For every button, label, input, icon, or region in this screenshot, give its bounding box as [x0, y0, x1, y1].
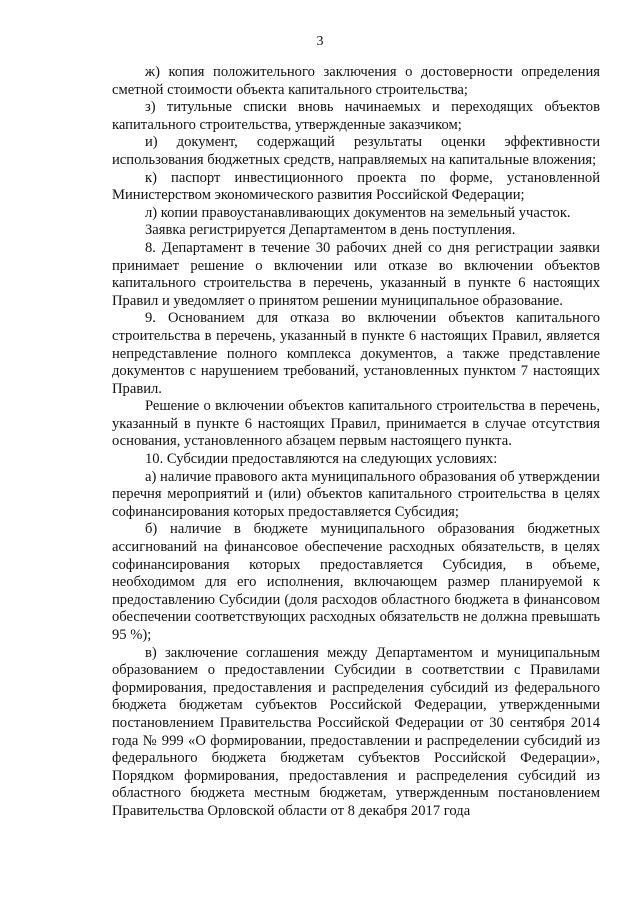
page-number: 3 [316, 34, 324, 49]
paragraph-condition-a: а) наличие правового акта муниципального образования об утверждении перечня мероприятий и (или) объектов капитального строительства в целях софинансирования которых предоставляется Субсидия; [112, 468, 600, 520]
paragraph-item-i: и) документ, содержащий результаты оценки эффективности использования бюджетных средств, направляемых на капитальные вложения; [112, 134, 600, 168]
paragraph-item-k: к) паспорт инвестиционного проекта по форме, установленной Министерством экономического развития Российской Федерации; [112, 169, 600, 204]
paragraph-registration: Заявка регистрируется Департаментом в день поступления. [145, 222, 516, 239]
paragraph-item-l: л) копии правоустанавливающих документов на земельный участок. [145, 204, 571, 221]
paragraph-clause-8: 8. Департамент в течение 30 рабочих дней со дня регистрации заявки принимает решение о включении или отказе во включении объектов капитального строительства в перечень, указанный в пункте 6 настоящих Правил и уведомляет о принятом решении муниципальное образование. [112, 239, 600, 309]
paragraph-condition-b: б) наличие в бюджете муниципального образования бюджетных ассигнований на финансовое обеспечение расходных обязательств, в целях софинансирования которых предоставляется Субсидия, в объеме, необходимом для его исполнения, включающем размер планируемой к предоставлению Субсидии (доля расходов областного бюджета в финансовом обеспечении соответствующих расходных обязательств не должна превышать 95 %); [112, 521, 600, 643]
document-body [112, 64, 600, 821]
paragraph-decision: Решение о включении объектов капитального строительства в перечень, указанный в пункте 6 настоящих Правил, принимается в случае отсутствия основания, установленного абзацем первым настоящего пункта. [112, 398, 600, 450]
paragraph-clause-10: 10. Субсидии предоставляются на следующих условиях: [145, 451, 498, 468]
paragraph-item-z: з) титульные списки вновь начинаемых и переходящих объектов капитального строительства, утвержденные заказчиком; [112, 99, 600, 133]
paragraph-condition-v: в) заключение соглашения между Департаментом и муниципальным образованием о предоставлении Субсидии в соответствии с Правилами формирования, предоставления и распределения субсидий из федерального бюджета бюджетам субъектов Российской Федерации, утвержденными постановлением Правительства Российской Федерации от 30 сентября 2014 года № 999 «О формировании, предоставлении и распределении субсидий из федерального бюджета бюджетам субъектов Российской Федерации», Порядком формирования, предоставления и распределения субсидий из областного бюджета местным бюджетам, утвержденным постановлением Правительства Орловской области от 8 декабря 2017 года [112, 644, 600, 819]
paragraph-item-zh: ж) копия положительного заключения о достоверности определения сметной стоимости объекта капитального строительства; [112, 64, 600, 98]
paragraph-clause-9: 9. Основанием для отказа во включении объектов капитального строительства в перечень, указанный в пункте 6 настоящих Правил, является непредставление полного комплекса документов, а также представление документов с нарушением требований, установленных пунктом 7 настоящих Правил. [112, 310, 600, 397]
